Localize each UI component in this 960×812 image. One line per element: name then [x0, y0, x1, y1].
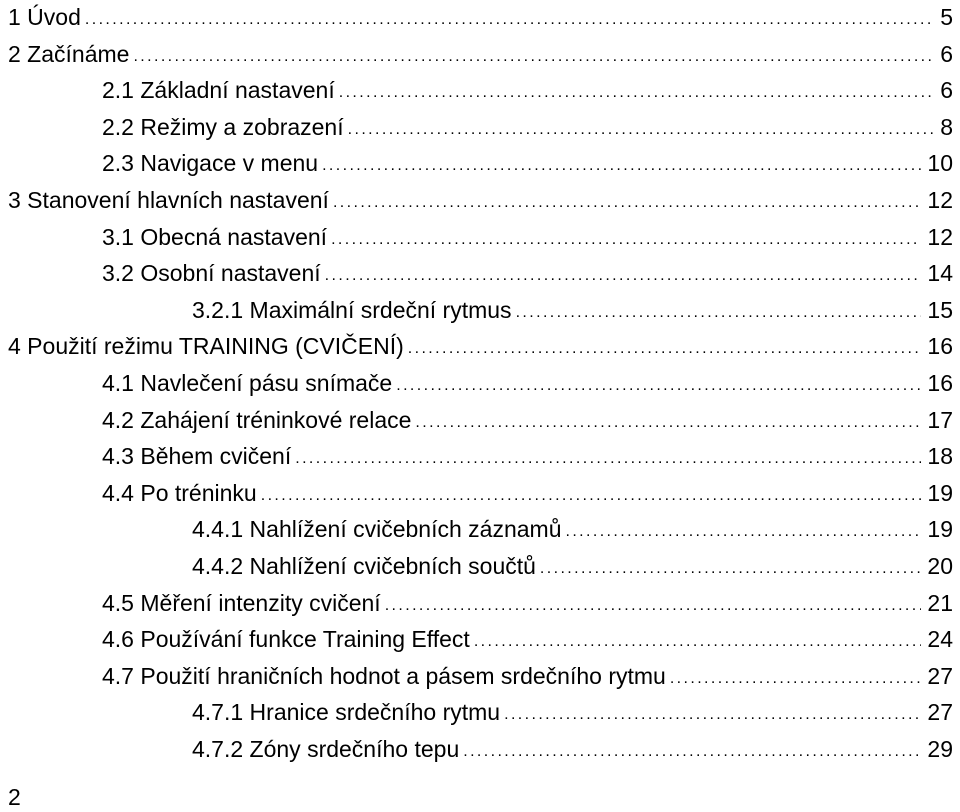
toc-entry-page-number: 18 [927, 443, 953, 470]
toc-entry-title: 2.2 Režimy a zobrazení [102, 113, 344, 140]
toc-entry-page-number: 17 [927, 406, 953, 433]
dot-leader [385, 589, 922, 623]
dot-leader [504, 698, 921, 732]
toc-entry[interactable] [192, 732, 953, 766]
toc-entry[interactable] [102, 659, 953, 693]
dot-leader [295, 442, 921, 476]
toc-entry-title: 4.7.2 Zóny srdečního tepu [192, 736, 460, 762]
toc-entry[interactable] [102, 110, 953, 144]
toc-entry[interactable] [102, 256, 953, 290]
toc-entry[interactable] [102, 366, 953, 400]
toc-entry-title: 4.1 Navlečení pásu snímače [102, 370, 393, 396]
toc-entry[interactable] [102, 146, 953, 180]
dot-leader [565, 515, 921, 549]
toc-entry-title: 4.4.1 Nahlížení cvičebních záznamů [192, 516, 562, 543]
dot-leader [331, 223, 921, 257]
toc-entry-page-number: 19 [927, 479, 953, 506]
toc-entry-page-number: 5 [940, 4, 953, 30]
toc-entry[interactable] [192, 293, 953, 327]
dot-leader [408, 332, 922, 366]
toc-entry-page-number: 6 [940, 40, 953, 67]
toc-entry-title: 4.3 Během cvičení [102, 443, 292, 470]
toc-entry-page-number: 24 [927, 626, 953, 653]
toc-entry-title: 4.6 Používání funkce Training Effect [102, 626, 470, 653]
dot-leader [322, 149, 921, 183]
toc-entry-title: 4.4 Po tréninku [102, 479, 257, 506]
dot-leader [325, 259, 922, 293]
dot-leader [396, 369, 921, 403]
toc-entry-title: 4.7 Použití hraničních hodnot a pásem srdečního rytmu [102, 662, 666, 689]
toc-entry-title: 3.2 Osobní nastavení [102, 260, 321, 287]
toc-entry-page-number: 15 [927, 296, 953, 323]
toc-entry-page-number: 16 [927, 333, 953, 360]
toc-entry[interactable] [192, 512, 953, 546]
dot-leader [133, 40, 934, 74]
toc-entry-page-number: 19 [927, 516, 953, 543]
dot-leader [415, 406, 921, 440]
toc-entry-page-number: 8 [940, 113, 953, 140]
toc-entry-page-number: 16 [927, 370, 953, 396]
toc-entry[interactable] [102, 476, 953, 510]
toc-entry[interactable] [102, 220, 953, 254]
toc-entry-title: 2 Začínáme [8, 40, 130, 67]
toc-entry-title: 3.2.1 Maximální srdeční rytmus [192, 296, 512, 323]
toc-entry[interactable] [192, 549, 953, 583]
toc-entry-title: 4.7.1 Hranice srdečního rytmu [192, 699, 501, 726]
toc-entry-title: 3.1 Obecná nastavení [102, 223, 328, 250]
toc-entry-title: 4 Použití režimu TRAINING (CVIČENÍ) [8, 333, 404, 360]
dot-leader [670, 662, 922, 696]
toc-entry-page-number: 12 [927, 223, 953, 250]
toc-entry[interactable] [8, 0, 953, 34]
toc-entry[interactable] [8, 37, 953, 71]
toc-entry-title: 4.4.2 Nahlížení cvičebních součtů [192, 553, 536, 579]
toc-entry-page-number: 14 [927, 260, 953, 287]
toc-entry[interactable] [192, 695, 953, 729]
toc-entry-page-number: 20 [927, 553, 953, 579]
toc-entry[interactable] [102, 586, 953, 620]
toc-entry[interactable] [102, 439, 953, 473]
toc-entry[interactable] [102, 622, 953, 656]
toc-entry[interactable] [8, 183, 953, 217]
toc-entry-title: 2.1 Základní nastavení [102, 77, 335, 104]
toc-entry-page-number: 12 [927, 187, 953, 213]
dot-leader [463, 735, 921, 769]
dot-leader [474, 625, 922, 659]
toc-entry-page-number: 10 [927, 150, 953, 177]
toc-entry-title: 4.2 Zahájení tréninkové relace [102, 406, 412, 433]
dot-leader [339, 76, 934, 110]
toc-entry-page-number: 27 [927, 662, 953, 689]
toc-entry-title: 3 Stanovení hlavních nastavení [8, 187, 329, 213]
toc-entry-page-number: 21 [927, 589, 953, 616]
toc-entry[interactable] [102, 73, 953, 107]
toc-entry-page-number: 29 [927, 736, 953, 762]
toc-entry[interactable] [8, 329, 953, 363]
toc-entry-title: 2.3 Navigace v menu [102, 150, 319, 177]
toc-entry[interactable] [102, 403, 953, 437]
page-number: 2 [8, 784, 21, 810]
dot-leader [261, 479, 922, 513]
toc-entry-title: 1 Úvod [8, 4, 81, 30]
dot-leader [540, 552, 921, 586]
toc-entry-page-number: 6 [940, 77, 953, 104]
dot-leader [516, 296, 922, 330]
dot-leader [85, 3, 934, 37]
dot-leader [348, 113, 935, 147]
dot-leader [333, 186, 921, 220]
toc-entry-page-number: 27 [927, 699, 953, 726]
toc-entry-title: 4.5 Měření intenzity cvičení [102, 589, 381, 616]
